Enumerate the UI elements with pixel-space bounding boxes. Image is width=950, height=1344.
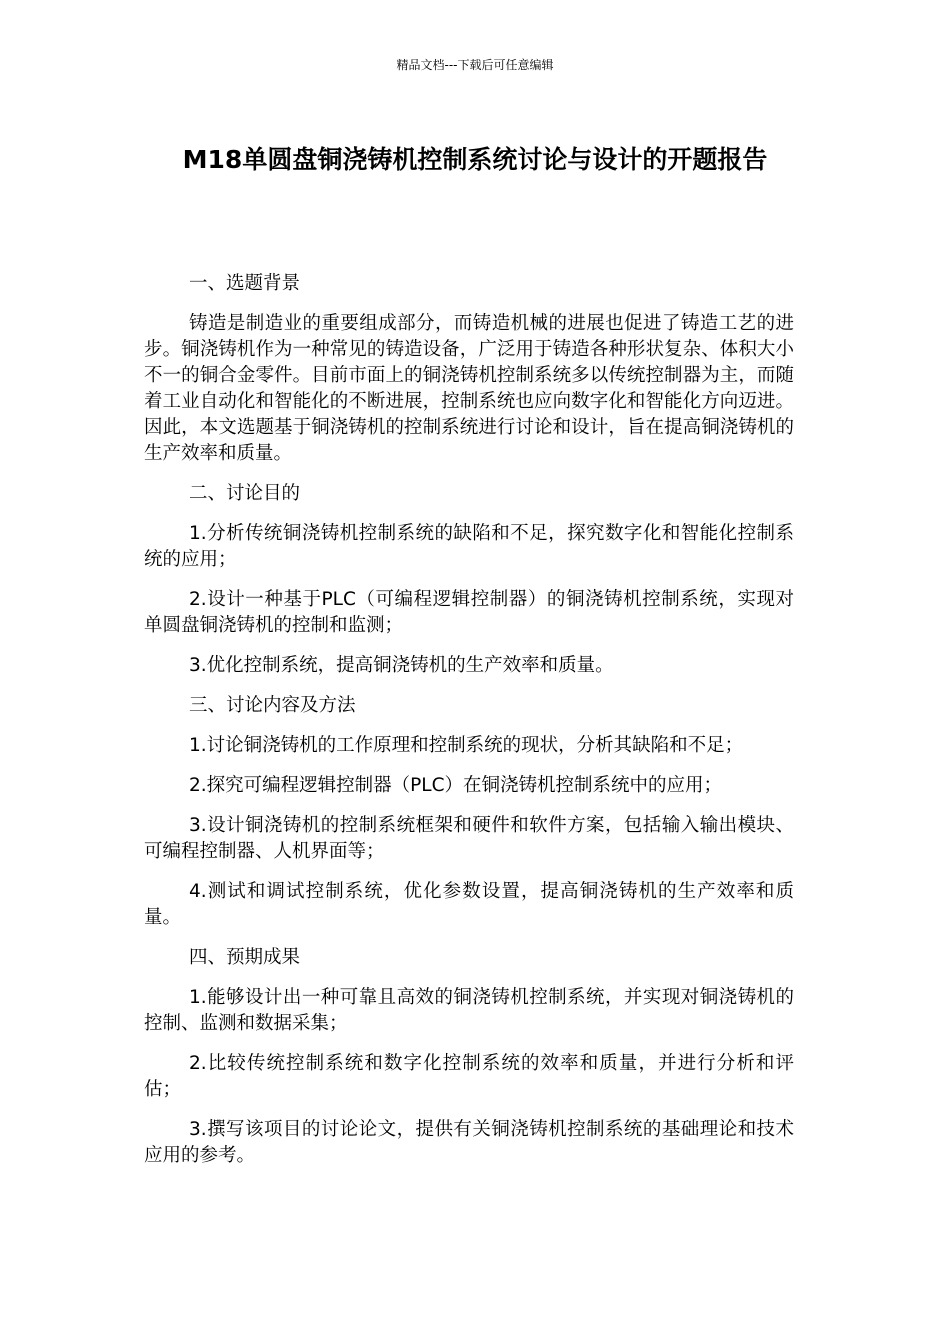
paragraph: 1.分析传统铜浇铸机控制系统的缺陷和不足，探究数字化和智能化控制系统的应用；	[144, 523, 794, 570]
document-body	[144, 271, 794, 1183]
header-note: 精品文档---下载后可任意编辑	[396, 58, 554, 72]
paragraph: 1.能够设计出一种可靠且高效的铜浇铸机控制系统，并实现对铜浇铸机的控制、监测和数据采集；	[144, 987, 794, 1034]
paragraph: 铸造是制造业的重要组成部分，而铸造机械的进展也促进了铸造工艺的进步。铜浇铸机作为一种常见的铸造设备，广泛用于铸造各种形状复杂、体积大小不一的铜合金零件。目前市面上的铜浇铸机控制系统多以传统控制器为主，而随着工业自动化和智能化的不断进展，控制系统也应向数字化和智能化方向迈进。因此，本文选题基于铜浇铸机的控制系统进行讨论和设计，旨在提高铜浇铸机的生产效率和质量。	[144, 313, 794, 464]
paragraph: 1.讨论铜浇铸机的工作原理和控制系统的现状，分析其缺陷和不足；	[189, 735, 744, 756]
paragraph: 2.比较传统控制系统和数字化控制系统的效率和质量，并进行分析和评估；	[144, 1053, 794, 1100]
paragraph: 2.设计一种基于PLC（可编程逻辑控制器）的铜浇铸机控制系统，实现对单圆盘铜浇铸机的控制和监测；	[144, 589, 794, 636]
section-heading: 四、预期成果	[189, 947, 301, 968]
section-heading: 一、选题背景	[189, 273, 301, 294]
paragraph: 3.设计铜浇铸机的控制系统框架和硬件和软件方案，包括输入输出模块、可编程控制器、人机界面等；	[144, 815, 794, 862]
paragraph: 4.测试和调试控制系统，优化参数设置，提高铜浇铸机的生产效率和质量。	[144, 881, 794, 928]
section-heading: 三、讨论内容及方法	[189, 695, 356, 716]
document-title: M18单圆盘铜浇铸机控制系统讨论与设计的开题报告	[182, 145, 768, 174]
paragraph: 2.探究可编程逻辑控制器（PLC）在铜浇铸机控制系统中的应用；	[189, 775, 723, 796]
section-heading: 二、讨论目的	[189, 483, 301, 504]
paragraph: 3.撰写该项目的讨论论文，提供有关铜浇铸机控制系统的基础理论和技术应用的参考。	[144, 1119, 794, 1166]
paragraph: 3.优化控制系统，提高铜浇铸机的生产效率和质量。	[189, 655, 614, 676]
